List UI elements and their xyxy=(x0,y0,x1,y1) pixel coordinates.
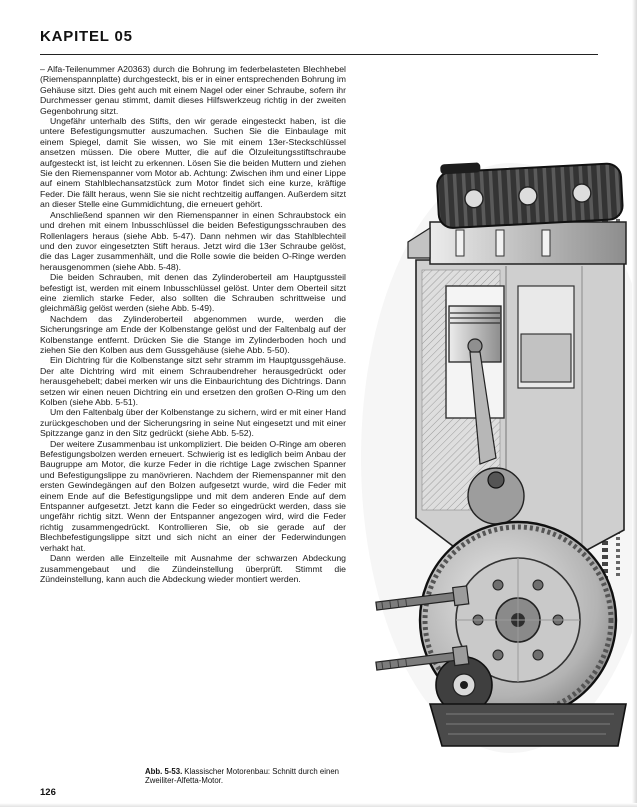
paragraph: Ein Dichtring für die Kolbenstange sitzt sehr stramm im Hauptgussgehäuse. Der alte Dichtring wird mit einem Schraubendreher herausgedrückt oder herausgehebelt; dabei merken wir uns die Einbaurichtung des Dichtrings. Dann setzen wir einen neuen Dichtring ein und ersetzen den großen O-Ring um den Kolben (siehe Abb. 5-51). xyxy=(40,355,346,407)
page-edge-shadow-right xyxy=(632,0,637,807)
valve-cover xyxy=(436,158,623,229)
figure-caption-text: Klassischer Motorenbau: Schnitt durch einen Zweiliter-Alfetta-Motor. xyxy=(145,767,339,786)
paragraph: Die beiden Schrauben, mit denen das Zylinderoberteil am Hauptgussteil befestigt ist, werden mit einem Inbusschlüssel gelöst. Unter dem Oberteil sitzt eine ziemlich starke Feder, also sollten die Schrauben schrittweise und gleichmäßig gelöst werden (siehe Abb. 5-49). xyxy=(40,272,346,314)
figure-caption-label: Abb. 5-53. xyxy=(145,767,183,776)
paragraph: – Alfa-Teilenummer A20363) durch die Bohrung im federbelasteten Blechhebel (Riemenspannplatte) durchgesteckt, bis er in einer entsprechenden Bohrung im Gehäuse sitzt. Dies geht auch mit einem Nagel oder einer Schraube, sofern ihr Durchmesser genau stimmt, damit dieses Hilfswerkzeug richtig in der zweiten Gegenbohrung sitzt. xyxy=(40,64,346,116)
page-number: 126 xyxy=(40,787,56,798)
oil-pan xyxy=(430,704,626,746)
crankshaft-web xyxy=(468,468,524,524)
engine-figure xyxy=(346,158,632,760)
paragraph: Dann werden alle Einzelteile mit Ausnahme der schwarzen Abdeckung zusammengebaut und die Zündeinstellung überprüft. Stimmt die Zündeinstellung, kann auch die Abdeckung wieder montiert werden. xyxy=(40,553,346,584)
paragraph: Nachdem das Zylinderoberteil abgenommen wurde, werden die Sicherungsringe am Ende der Kolbenstange gelöst und der Faltenbalg auf der Kolbenstange entfernt. Drücken Sie die Stange im Zylinderboden hoch und ziehen Sie den Kolben aus dem Gussgehäuse (siehe Abb. 5-50). xyxy=(40,313,346,355)
paragraph: Um den Faltenbalg über der Kolbenstange zu sichern, wird er mit einer Hand zurückgeschoben und der Sicherungsring in seine Nut eingesetzt und mit einer Spitzzange ganz in den Sitz gedrückt (siehe Abb. 5-52). xyxy=(40,407,346,439)
cylinder-head xyxy=(408,222,626,264)
figure-caption xyxy=(145,767,341,785)
paragraph: Der weitere Zusammenbau ist unkompliziert. Die beiden O-Ringe am oberen Befestigungsbolzen werden erneuert. Schwierig ist es lediglich beim Anbau der Baugruppe am Motor, die kurze Feder in die richtige Lage zwischen Spanner und Befestigungslippe zu manövrieren. Nachdem der Riemenspanner mit den ersten Gewindegängen auf den Bolzen aufgesetzt wurde, wird die Feder mit einem Ende auf die Befestigungslippe und mit dem anderen Ende auf dem Entspanner aufgesetzt. Jetzt kann die Feder so eingedrückt werden, dass sie ungefähr richtig sitzt. Wenn der Entspanner angezogen wird, wird die Feder richtig zusammengedrückt. Kontrollieren Sie, ob sie gerade auf der Blechbefestigungslippe sitzt und sich nicht an einer der Federwindungen verhakt hat. xyxy=(40,438,346,553)
page-edge-shadow-bottom xyxy=(0,803,637,807)
paragraph: Ungefähr unterhalb des Stifts, den wir gerade eingesteckt haben, ist die untere Befestigungsmutter auszumachen. Suchen Sie die Einbaulage mit einem Spiegel, damit Sie wissen, wo Sie mit einem 13er-Steckschlüssel ansetzen müssen. Die obere Mutter, die auf die Ölzuleitungsstiftschraube aufgesteckt ist, ist leicht zu erkennen. Lösen Sie die beiden Muttern und ziehen Sie den Riemenspanner vom Motor ab. Achtung: Zwischen ihm und einer Lippe auf einem Stahlblechansatzstück zum Motor findet sich eine kurze, kräftige Feder. Die fällt heraus, wenn Sie sie nicht rechtzeitig auffangen. Außerdem sitzt an dieser Stelle eine Gummidichtung, die erneuert gehört. xyxy=(40,116,346,210)
paragraph: Anschließend spannen wir den Riemenspanner in einen Schraubstock ein und drehen mit einem Inbusschlüssel die beiden Befestigungsschrauben des Rollenlagers heraus (siehe Abb. 5-47). Dann nehmen wir das Stahlblechteil und den zuvor eingesetzten Stift heraus. Jetzt wird die 13er Schraube gelöst, die das Lager zusammenhält, und die Rolle sowie die beiden O-Ringe werden herausgenommen (siehe Abb. 5-48). xyxy=(40,209,346,272)
header-rule xyxy=(40,54,598,55)
chapter-heading: KAPITEL 05 xyxy=(40,28,133,45)
engine-cutaway-illustration xyxy=(346,158,632,760)
text-column xyxy=(40,64,346,584)
